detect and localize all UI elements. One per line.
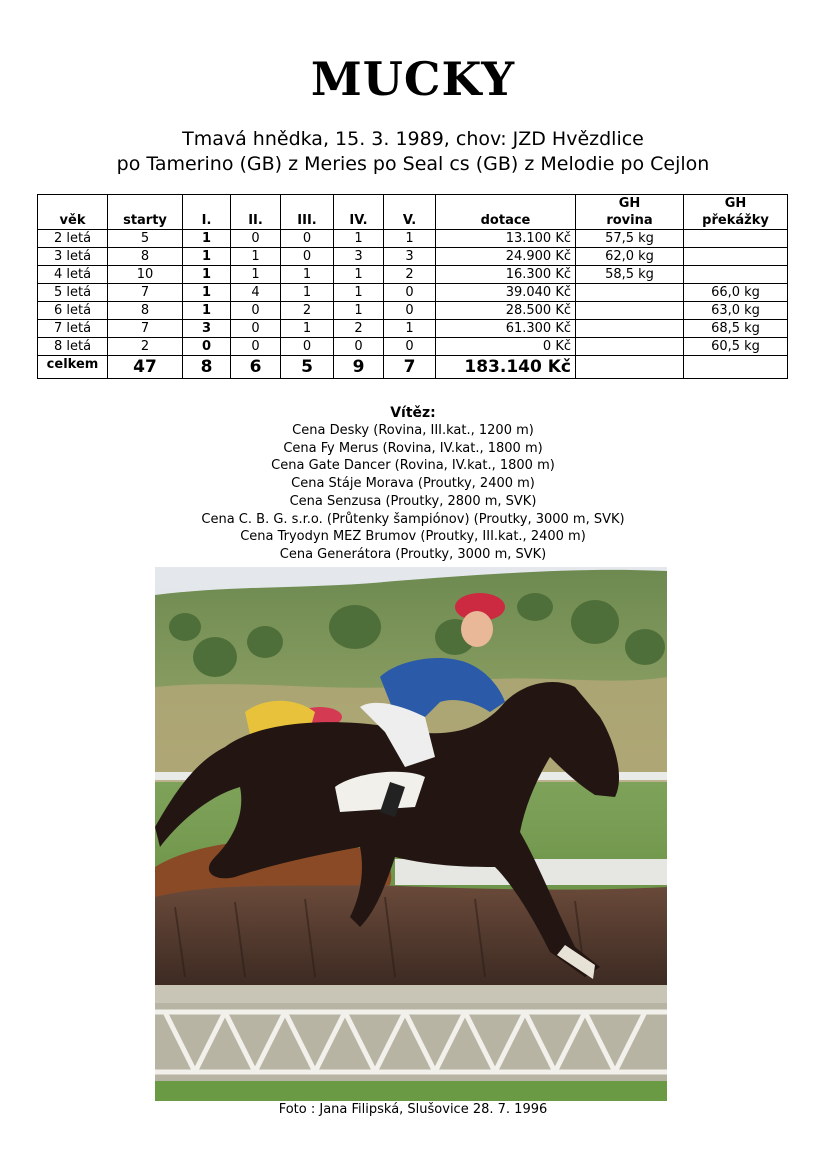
cell-gh-flat: 62,0 kg: [576, 248, 684, 266]
winners-heading: Vítěz:: [390, 405, 436, 421]
cell-fifth: 0: [384, 284, 436, 302]
table-row: [38, 302, 788, 320]
winner-race-item: Cena Tryodyn MEZ Brumov (Proutky, III.kat., 2400 m): [240, 529, 586, 545]
gh-hurdles-label-1: GH: [724, 196, 747, 211]
table-row: [38, 284, 788, 302]
gh-flat-label-1: GH: [618, 196, 641, 211]
col-header-gh-flat: [576, 195, 684, 230]
cell-gh-flat: 58,5 kg: [576, 266, 684, 284]
cell-gh-flat: [576, 284, 684, 302]
table-row: [38, 266, 788, 284]
cell-first: 1: [183, 284, 231, 302]
cell-starts: 5: [108, 230, 183, 248]
col-header-fourth: IV.: [334, 195, 384, 230]
total-second: 6: [231, 356, 281, 379]
cell-starts: 7: [108, 320, 183, 338]
cell-third: 1: [281, 284, 334, 302]
cell-fifth: 0: [384, 302, 436, 320]
cell-age: 5 letá: [38, 284, 108, 302]
col-header-starts: starty: [108, 195, 183, 230]
cell-prize-money: 39.040 Kč: [436, 284, 576, 302]
cell-first: 3: [183, 320, 231, 338]
cell-gh-flat: 57,5 kg: [576, 230, 684, 248]
cell-third: 2: [281, 302, 334, 320]
col-header-age: věk: [38, 195, 108, 230]
cell-starts: 8: [108, 248, 183, 266]
cell-gh-hurdles: 66,0 kg: [684, 284, 788, 302]
cell-second: 0: [231, 338, 281, 356]
race-statistics-table: [37, 194, 788, 379]
cell-third: 0: [281, 230, 334, 248]
cell-second: 1: [231, 266, 281, 284]
col-header-third: III.: [281, 195, 334, 230]
cell-third: 1: [281, 320, 334, 338]
total-fifth: 7: [384, 356, 436, 379]
horse-pedigree: po Tamerino (GB) z Meries po Seal cs (GB) z Melodie po Cejlon: [116, 153, 710, 175]
cell-gh-flat: [576, 320, 684, 338]
cell-gh-hurdles: 68,5 kg: [684, 320, 788, 338]
cell-fourth: 1: [334, 302, 384, 320]
cell-gh-flat: [576, 338, 684, 356]
cell-prize-money: 24.900 Kč: [436, 248, 576, 266]
cell-prize-money: 28.500 Kč: [436, 302, 576, 320]
cell-fifth: 2: [384, 266, 436, 284]
total-prize-money: 183.140 Kč: [436, 356, 576, 379]
total-label: celkem: [38, 356, 108, 379]
cell-first: 0: [183, 338, 231, 356]
cell-fourth: 3: [334, 248, 384, 266]
cell-gh-hurdles: 60,5 kg: [684, 338, 788, 356]
cell-first: 1: [183, 302, 231, 320]
gh-hurdles-label-2: překážky: [702, 213, 769, 228]
horse-description: Tmavá hnědka, 15. 3. 1989, chov: JZD Hvězdlice: [182, 128, 644, 150]
cell-starts: 10: [108, 266, 183, 284]
cell-prize-money: 13.100 Kč: [436, 230, 576, 248]
winners-list: [0, 422, 826, 564]
cell-fifth: 0: [384, 338, 436, 356]
cell-first: 1: [183, 266, 231, 284]
cell-starts: 8: [108, 302, 183, 320]
winner-race-item: Cena Stáje Morava (Proutky, 2400 m): [291, 476, 535, 492]
table-row: [38, 320, 788, 338]
table-header-row: [38, 195, 788, 230]
cell-fifth: 1: [384, 230, 436, 248]
winners-section: [0, 404, 826, 564]
winner-race-item: Cena Generátora (Proutky, 3000 m, SVK): [279, 546, 547, 562]
cell-gh-hurdles: [684, 230, 788, 248]
col-header-prize-money: dotace: [436, 195, 576, 230]
cell-third: 1: [281, 266, 334, 284]
cell-age: 4 letá: [38, 266, 108, 284]
cell-prize-money: 61.300 Kč: [436, 320, 576, 338]
cell-gh-hurdles: [684, 266, 788, 284]
cell-gh-hurdles: [684, 248, 788, 266]
table-row: [38, 338, 788, 356]
cell-fifth: 3: [384, 248, 436, 266]
table-row: [38, 248, 788, 266]
cell-second: 1: [231, 248, 281, 266]
cell-age: 8 letá: [38, 338, 108, 356]
cell-age: 7 letá: [38, 320, 108, 338]
winner-race-item: Cena Fy Merus (Rovina, IV.kat., 1800 m): [283, 440, 543, 456]
horse-name-title: MUCKY: [310, 52, 516, 106]
total-first: 8: [183, 356, 231, 379]
cell-second: 0: [231, 230, 281, 248]
total-starts: 47: [108, 356, 183, 379]
winner-race-item: Cena C. B. G. s.r.o. (Průtenky šampiónov) (Proutky, 3000 m, SVK): [201, 511, 625, 527]
col-header-second: II.: [231, 195, 281, 230]
cell-starts: 7: [108, 284, 183, 302]
table-total-row: [38, 356, 788, 379]
winner-race-item: Cena Desky (Rovina, III.kat., 1200 m): [292, 423, 534, 438]
race-photo: [155, 567, 667, 1101]
gh-flat-label-2: rovina: [606, 213, 653, 228]
col-header-gh-hurdles: [684, 195, 788, 230]
col-header-first: I.: [183, 195, 231, 230]
winner-race-item: Cena Senzusa (Proutky, 2800 m, SVK): [289, 493, 537, 509]
cell-fourth: 1: [334, 230, 384, 248]
total-fourth: 9: [334, 356, 384, 379]
cell-third: 0: [281, 338, 334, 356]
total-gh-hurdles: [684, 356, 788, 379]
cell-age: 2 letá: [38, 230, 108, 248]
cell-first: 1: [183, 230, 231, 248]
cell-fifth: 1: [384, 320, 436, 338]
cell-prize-money: 0 Kč: [436, 338, 576, 356]
cell-fourth: 2: [334, 320, 384, 338]
cell-gh-flat: [576, 302, 684, 320]
winner-race-item: Cena Gate Dancer (Rovina, IV.kat., 1800 m): [271, 458, 555, 474]
cell-fourth: 0: [334, 338, 384, 356]
col-header-fifth: V.: [384, 195, 436, 230]
cell-second: 4: [231, 284, 281, 302]
table-row: [38, 230, 788, 248]
cell-starts: 2: [108, 338, 183, 356]
cell-second: 0: [231, 320, 281, 338]
cell-prize-money: 16.300 Kč: [436, 266, 576, 284]
photo-caption: Foto : Jana Filipská, Slušovice 28. 7. 1996: [278, 1102, 548, 1117]
cell-fourth: 1: [334, 266, 384, 284]
cell-first: 1: [183, 248, 231, 266]
cell-fourth: 1: [334, 284, 384, 302]
total-third: 5: [281, 356, 334, 379]
total-gh-flat: [576, 356, 684, 379]
cell-age: 3 letá: [38, 248, 108, 266]
cell-age: 6 letá: [38, 302, 108, 320]
cell-third: 0: [281, 248, 334, 266]
cell-second: 0: [231, 302, 281, 320]
cell-gh-hurdles: 63,0 kg: [684, 302, 788, 320]
